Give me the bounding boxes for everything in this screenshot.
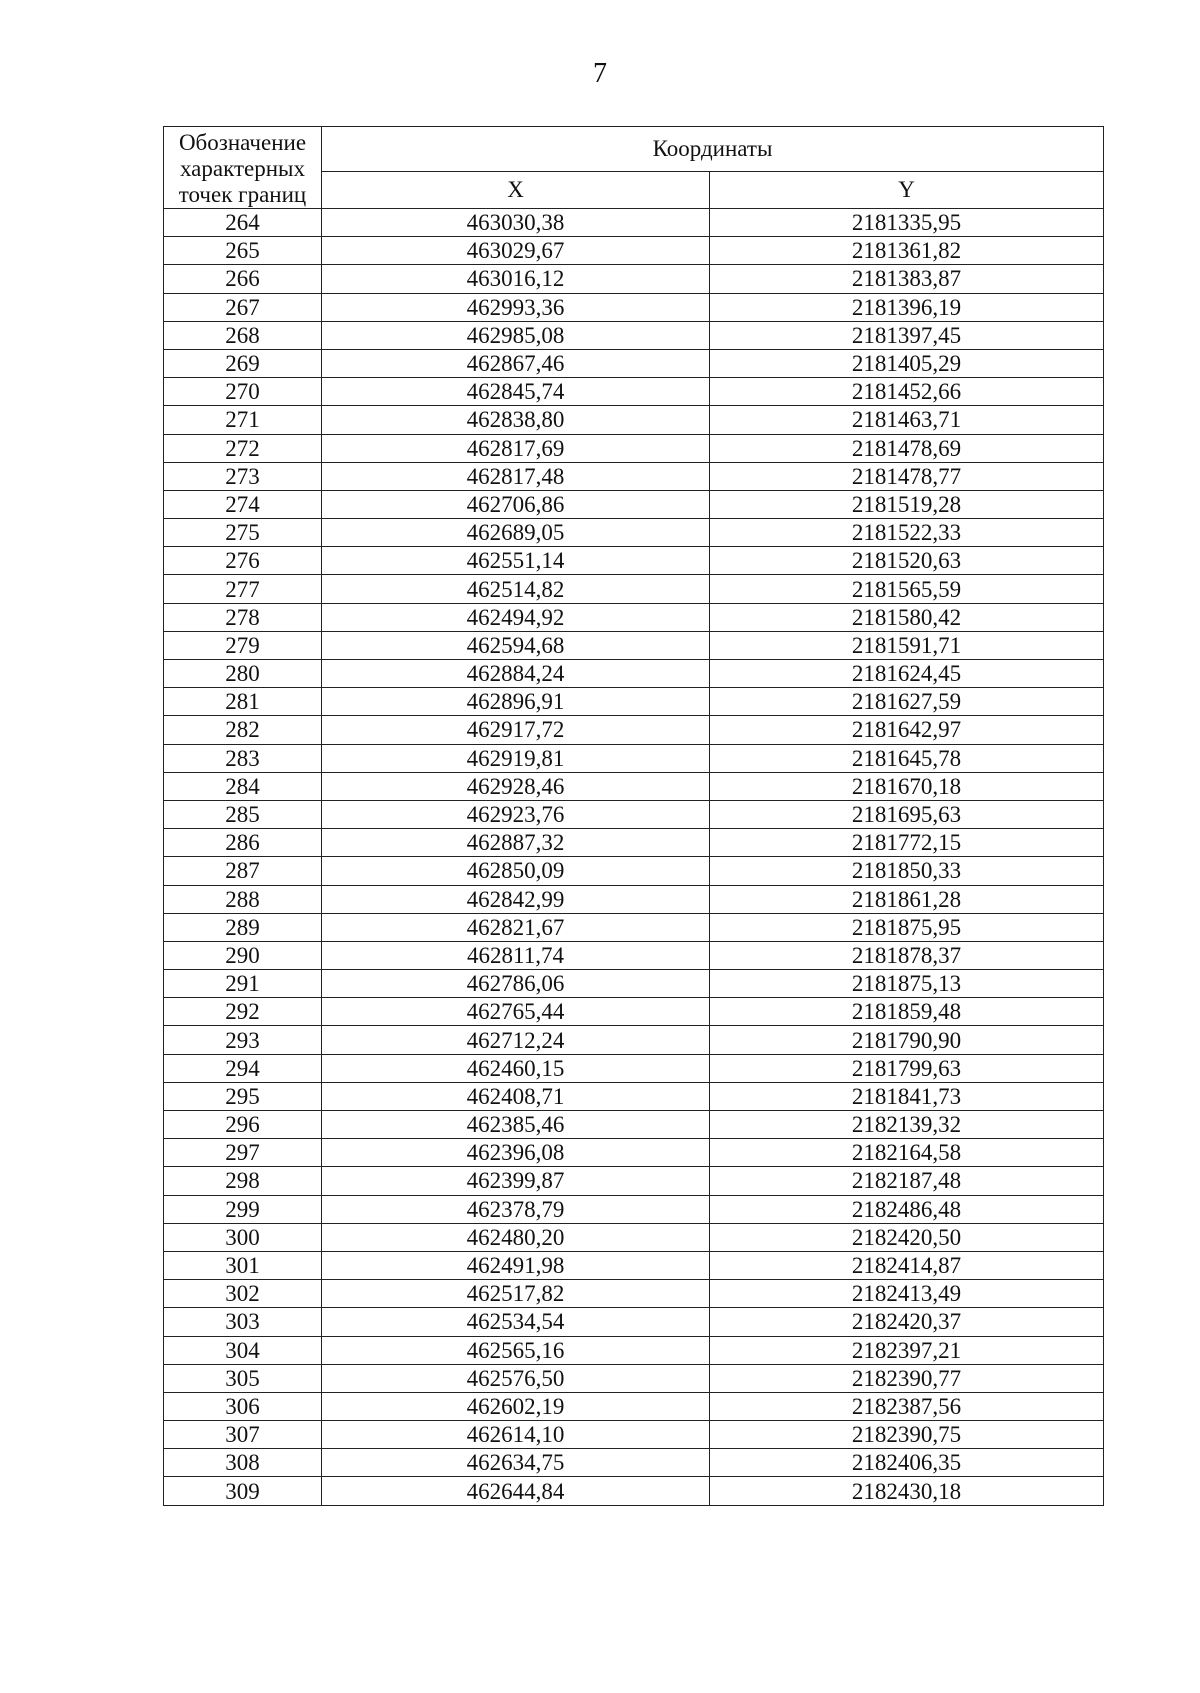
point-cell: 294 bbox=[164, 1054, 322, 1082]
x-cell: 462821,67 bbox=[322, 913, 710, 941]
y-cell: 2181645,78 bbox=[710, 744, 1104, 772]
y-cell: 2182387,56 bbox=[710, 1392, 1104, 1420]
table-row bbox=[164, 321, 1104, 349]
table-row bbox=[164, 378, 1104, 406]
point-cell: 272 bbox=[164, 434, 322, 462]
point-cell: 277 bbox=[164, 575, 322, 603]
y-cell: 2181642,97 bbox=[710, 716, 1104, 744]
y-cell: 2182164,58 bbox=[710, 1139, 1104, 1167]
table-row bbox=[164, 406, 1104, 434]
y-cell: 2181591,71 bbox=[710, 631, 1104, 659]
point-cell: 278 bbox=[164, 603, 322, 631]
y-cell: 2181670,18 bbox=[710, 772, 1104, 800]
table-row bbox=[164, 293, 1104, 321]
x-cell: 462928,46 bbox=[322, 772, 710, 800]
point-cell: 303 bbox=[164, 1308, 322, 1336]
table-row bbox=[164, 1111, 1104, 1139]
x-cell: 462576,50 bbox=[322, 1364, 710, 1392]
table-row bbox=[164, 1364, 1104, 1392]
point-cell: 305 bbox=[164, 1364, 322, 1392]
y-cell: 2181519,28 bbox=[710, 490, 1104, 518]
point-cell: 302 bbox=[164, 1280, 322, 1308]
x-cell: 462551,14 bbox=[322, 547, 710, 575]
y-cell: 2181522,33 bbox=[710, 519, 1104, 547]
y-cell: 2182430,18 bbox=[710, 1477, 1104, 1505]
point-cell: 280 bbox=[164, 660, 322, 688]
y-cell: 2181520,63 bbox=[710, 547, 1104, 575]
table-row bbox=[164, 1421, 1104, 1449]
x-cell: 462842,99 bbox=[322, 885, 710, 913]
header-designation: Обозначение характерных точек границ bbox=[164, 127, 322, 209]
x-cell: 462817,69 bbox=[322, 434, 710, 462]
y-cell: 2182406,35 bbox=[710, 1449, 1104, 1477]
y-cell: 2182390,77 bbox=[710, 1364, 1104, 1392]
y-cell: 2181361,82 bbox=[710, 237, 1104, 265]
point-cell: 279 bbox=[164, 631, 322, 659]
y-cell: 2181799,63 bbox=[710, 1054, 1104, 1082]
x-cell: 462838,80 bbox=[322, 406, 710, 434]
x-cell: 462514,82 bbox=[322, 575, 710, 603]
table-row bbox=[164, 237, 1104, 265]
y-cell: 2181335,95 bbox=[710, 209, 1104, 237]
y-cell: 2181875,95 bbox=[710, 913, 1104, 941]
point-cell: 267 bbox=[164, 293, 322, 321]
point-cell: 276 bbox=[164, 547, 322, 575]
y-cell: 2181463,71 bbox=[710, 406, 1104, 434]
point-cell: 300 bbox=[164, 1223, 322, 1251]
point-cell: 295 bbox=[164, 1082, 322, 1110]
point-cell: 283 bbox=[164, 744, 322, 772]
x-cell: 463030,38 bbox=[322, 209, 710, 237]
x-cell: 462399,87 bbox=[322, 1167, 710, 1195]
table-row bbox=[164, 1223, 1104, 1251]
point-cell: 287 bbox=[164, 857, 322, 885]
table-row bbox=[164, 1054, 1104, 1082]
y-cell: 2181624,45 bbox=[710, 660, 1104, 688]
table-row bbox=[164, 1167, 1104, 1195]
point-cell: 301 bbox=[164, 1251, 322, 1279]
table-row bbox=[164, 1251, 1104, 1279]
point-cell: 306 bbox=[164, 1392, 322, 1420]
point-cell: 266 bbox=[164, 265, 322, 293]
table-row bbox=[164, 1280, 1104, 1308]
point-cell: 289 bbox=[164, 913, 322, 941]
table-row bbox=[164, 434, 1104, 462]
y-cell: 2181859,48 bbox=[710, 998, 1104, 1026]
y-cell: 2181861,28 bbox=[710, 885, 1104, 913]
y-cell: 2181841,73 bbox=[710, 1082, 1104, 1110]
x-cell: 462534,54 bbox=[322, 1308, 710, 1336]
point-cell: 275 bbox=[164, 519, 322, 547]
y-cell: 2181772,15 bbox=[710, 829, 1104, 857]
y-cell: 2181878,37 bbox=[710, 941, 1104, 969]
y-cell: 2181627,59 bbox=[710, 688, 1104, 716]
table-row bbox=[164, 1477, 1104, 1505]
table-row bbox=[164, 885, 1104, 913]
table-row bbox=[164, 660, 1104, 688]
y-cell: 2181565,59 bbox=[710, 575, 1104, 603]
x-cell: 462917,72 bbox=[322, 716, 710, 744]
point-cell: 296 bbox=[164, 1111, 322, 1139]
x-cell: 462491,98 bbox=[322, 1251, 710, 1279]
table-row bbox=[164, 1392, 1104, 1420]
y-cell: 2182486,48 bbox=[710, 1195, 1104, 1223]
y-cell: 2182397,21 bbox=[710, 1336, 1104, 1364]
y-cell: 2181478,69 bbox=[710, 434, 1104, 462]
x-cell: 462985,08 bbox=[322, 321, 710, 349]
x-cell: 462517,82 bbox=[322, 1280, 710, 1308]
x-cell: 462993,36 bbox=[322, 293, 710, 321]
table-row bbox=[164, 1336, 1104, 1364]
x-cell: 462884,24 bbox=[322, 660, 710, 688]
point-cell: 285 bbox=[164, 800, 322, 828]
y-cell: 2181875,13 bbox=[710, 970, 1104, 998]
x-cell: 462602,19 bbox=[322, 1392, 710, 1420]
x-cell: 462850,09 bbox=[322, 857, 710, 885]
x-cell: 462644,84 bbox=[322, 1477, 710, 1505]
table-row bbox=[164, 209, 1104, 237]
point-cell: 264 bbox=[164, 209, 322, 237]
x-cell: 462494,92 bbox=[322, 603, 710, 631]
y-cell: 2181405,29 bbox=[710, 349, 1104, 377]
table-body bbox=[164, 209, 1104, 1506]
table-row bbox=[164, 800, 1104, 828]
point-cell: 274 bbox=[164, 490, 322, 518]
y-cell: 2182390,75 bbox=[710, 1421, 1104, 1449]
table-row bbox=[164, 490, 1104, 518]
x-cell: 462706,86 bbox=[322, 490, 710, 518]
table-row bbox=[164, 772, 1104, 800]
y-cell: 2182187,48 bbox=[710, 1167, 1104, 1195]
x-cell: 462923,76 bbox=[322, 800, 710, 828]
point-cell: 268 bbox=[164, 321, 322, 349]
x-cell: 462867,46 bbox=[322, 349, 710, 377]
y-cell: 2182420,50 bbox=[710, 1223, 1104, 1251]
table-row bbox=[164, 1082, 1104, 1110]
table-row bbox=[164, 462, 1104, 490]
point-cell: 309 bbox=[164, 1477, 322, 1505]
point-cell: 288 bbox=[164, 885, 322, 913]
coordinates-table bbox=[163, 126, 1104, 1506]
x-cell: 462919,81 bbox=[322, 744, 710, 772]
point-cell: 282 bbox=[164, 716, 322, 744]
point-cell: 293 bbox=[164, 1026, 322, 1054]
table-row bbox=[164, 575, 1104, 603]
y-cell: 2181790,90 bbox=[710, 1026, 1104, 1054]
point-cell: 271 bbox=[164, 406, 322, 434]
y-cell: 2181695,63 bbox=[710, 800, 1104, 828]
header-x: X bbox=[322, 172, 710, 209]
x-cell: 462460,15 bbox=[322, 1054, 710, 1082]
point-cell: 297 bbox=[164, 1139, 322, 1167]
table-row bbox=[164, 829, 1104, 857]
table-row bbox=[164, 1195, 1104, 1223]
table-row bbox=[164, 1026, 1104, 1054]
table-row bbox=[164, 970, 1104, 998]
y-cell: 2181397,45 bbox=[710, 321, 1104, 349]
point-cell: 299 bbox=[164, 1195, 322, 1223]
x-cell: 462811,74 bbox=[322, 941, 710, 969]
point-cell: 286 bbox=[164, 829, 322, 857]
table-row bbox=[164, 547, 1104, 575]
point-cell: 269 bbox=[164, 349, 322, 377]
y-cell: 2181396,19 bbox=[710, 293, 1104, 321]
table-row bbox=[164, 349, 1104, 377]
table-header bbox=[164, 127, 1104, 209]
x-cell: 462786,06 bbox=[322, 970, 710, 998]
header-coordinates: Координаты bbox=[322, 127, 1104, 172]
x-cell: 462396,08 bbox=[322, 1139, 710, 1167]
x-cell: 462712,24 bbox=[322, 1026, 710, 1054]
table-row bbox=[164, 519, 1104, 547]
x-cell: 462408,71 bbox=[322, 1082, 710, 1110]
y-cell: 2182139,32 bbox=[710, 1111, 1104, 1139]
point-cell: 284 bbox=[164, 772, 322, 800]
x-cell: 462614,10 bbox=[322, 1421, 710, 1449]
table-row bbox=[164, 1449, 1104, 1477]
x-cell: 462378,79 bbox=[322, 1195, 710, 1223]
point-cell: 308 bbox=[164, 1449, 322, 1477]
y-cell: 2181452,66 bbox=[710, 378, 1104, 406]
x-cell: 462817,48 bbox=[322, 462, 710, 490]
y-cell: 2181850,33 bbox=[710, 857, 1104, 885]
y-cell: 2182420,37 bbox=[710, 1308, 1104, 1336]
table-row bbox=[164, 716, 1104, 744]
y-cell: 2181383,87 bbox=[710, 265, 1104, 293]
x-cell: 463029,67 bbox=[322, 237, 710, 265]
table-row bbox=[164, 603, 1104, 631]
x-cell: 462565,16 bbox=[322, 1336, 710, 1364]
page-number: 7 bbox=[593, 58, 607, 89]
point-cell: 273 bbox=[164, 462, 322, 490]
x-cell: 462594,68 bbox=[322, 631, 710, 659]
x-cell: 462765,44 bbox=[322, 998, 710, 1026]
y-cell: 2182413,49 bbox=[710, 1280, 1104, 1308]
table-row bbox=[164, 688, 1104, 716]
x-cell: 462896,91 bbox=[322, 688, 710, 716]
point-cell: 290 bbox=[164, 941, 322, 969]
x-cell: 462480,20 bbox=[322, 1223, 710, 1251]
table-row bbox=[164, 631, 1104, 659]
point-cell: 292 bbox=[164, 998, 322, 1026]
x-cell: 462634,75 bbox=[322, 1449, 710, 1477]
x-cell: 462689,05 bbox=[322, 519, 710, 547]
table-row bbox=[164, 1139, 1104, 1167]
table-row bbox=[164, 998, 1104, 1026]
table-row bbox=[164, 941, 1104, 969]
table-row bbox=[164, 744, 1104, 772]
table-row bbox=[164, 857, 1104, 885]
point-cell: 307 bbox=[164, 1421, 322, 1449]
table-row bbox=[164, 1308, 1104, 1336]
point-cell: 281 bbox=[164, 688, 322, 716]
header-y: Y bbox=[710, 172, 1104, 209]
point-cell: 265 bbox=[164, 237, 322, 265]
point-cell: 304 bbox=[164, 1336, 322, 1364]
point-cell: 270 bbox=[164, 378, 322, 406]
y-cell: 2181478,77 bbox=[710, 462, 1104, 490]
table-row bbox=[164, 265, 1104, 293]
y-cell: 2182414,87 bbox=[710, 1251, 1104, 1279]
x-cell: 463016,12 bbox=[322, 265, 710, 293]
point-cell: 298 bbox=[164, 1167, 322, 1195]
x-cell: 462845,74 bbox=[322, 378, 710, 406]
point-cell: 291 bbox=[164, 970, 322, 998]
x-cell: 462887,32 bbox=[322, 829, 710, 857]
y-cell: 2181580,42 bbox=[710, 603, 1104, 631]
x-cell: 462385,46 bbox=[322, 1111, 710, 1139]
table-row bbox=[164, 913, 1104, 941]
